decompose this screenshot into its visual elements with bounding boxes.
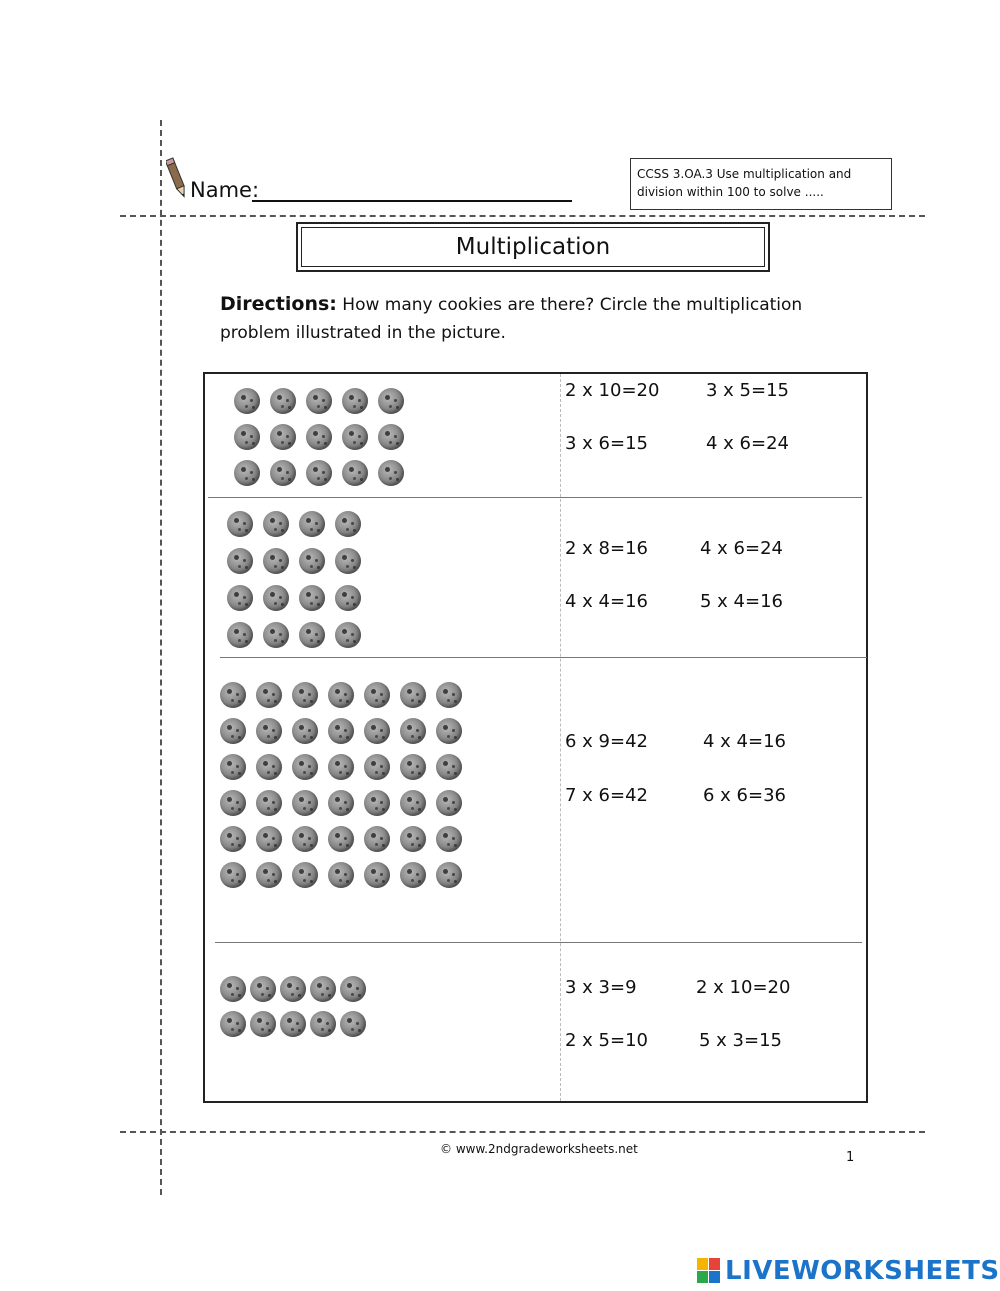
cookie-icon [335,548,361,574]
cookie-icon [280,1011,306,1037]
cookie-icon [310,976,336,1002]
cookie-icon [364,754,390,780]
answer-option[interactable]: 4 x 4=16 [703,731,786,752]
row-divider [220,657,867,658]
cookie-icon [436,718,462,744]
cookie-icon [220,862,246,888]
name-label: Name: [190,178,260,202]
cookie-icon [263,585,289,611]
ccss-standard-box [630,158,892,210]
answer-option[interactable]: 3 x 6=15 [565,433,648,454]
cookie-icon [328,754,354,780]
cookie-icon [234,388,260,414]
cookie-icon [335,585,361,611]
cookie-icon [292,790,318,816]
cookie-icon [400,826,426,852]
cookie-icon [220,790,246,816]
directions [220,290,860,347]
cookie-icon [292,718,318,744]
pencil-icon [166,156,188,202]
cookie-icon [227,622,253,648]
left-margin-line [160,120,162,1195]
cookie-icon [256,754,282,780]
cookie-icon [364,862,390,888]
cookie-icon [292,754,318,780]
answer-option[interactable]: 5 x 4=16 [700,591,783,612]
bottom-margin-line [120,1131,925,1133]
cookie-icon [299,622,325,648]
answer-option[interactable]: 2 x 8=16 [565,538,648,559]
cookie-icon [364,790,390,816]
answer-option[interactable]: 2 x 10=20 [696,977,791,998]
cookie-icon [340,1011,366,1037]
copyright-text: © www.2ndgradeworksheets.net [440,1142,638,1156]
top-margin-line [120,215,925,217]
cookie-icon [378,388,404,414]
page-number: 1 [846,1150,855,1165]
cookie-icon [306,424,332,450]
cookie-icon [335,511,361,537]
cookie-icon [342,424,368,450]
cookie-icon [227,548,253,574]
answer-option[interactable]: 3 x 3=9 [565,977,637,998]
cookie-icon [400,682,426,708]
cookie-icon [378,460,404,486]
cookie-icon [256,718,282,744]
cookie-icon [270,388,296,414]
answer-option[interactable]: 4 x 6=24 [700,538,783,559]
answer-option[interactable]: 2 x 10=20 [565,380,660,401]
cookie-icon [280,976,306,1002]
cookie-icon [256,862,282,888]
cookie-icon [310,1011,336,1037]
directions-line-1: How many cookies are there? Circle the multiplication [336,295,803,315]
answer-option[interactable]: 2 x 5=10 [565,1030,648,1051]
cookie-icon [335,622,361,648]
cookie-icon [299,585,325,611]
cookie-icon [220,718,246,744]
answer-option[interactable]: 5 x 3=15 [699,1030,782,1051]
cookie-icon [220,682,246,708]
title-box [296,222,770,272]
cookie-icon [256,826,282,852]
cookie-icon [400,862,426,888]
cookie-icon [263,622,289,648]
cookie-icon [250,1011,276,1037]
cookie-icon [364,826,390,852]
cookie-icon [299,511,325,537]
answer-option[interactable]: 6 x 6=36 [703,785,786,806]
brand-name: LIVEWORKSHEETS [725,1256,1000,1286]
answer-option[interactable]: 7 x 6=42 [565,785,648,806]
cookie-icon [220,754,246,780]
answer-option[interactable]: 4 x 4=16 [565,591,648,612]
cookie-icon [256,790,282,816]
cookie-icon [299,548,325,574]
answer-option[interactable]: 6 x 9=42 [565,731,648,752]
cookie-icon [364,682,390,708]
row-divider [215,942,862,943]
cookie-icon [328,826,354,852]
cookie-icon [234,424,260,450]
cookie-icon [220,976,246,1002]
cookie-icon [234,460,260,486]
page-title: Multiplication [301,227,765,267]
cookie-icon [436,862,462,888]
ccss-line-2: division within 100 to solve ..... [637,185,824,199]
cookie-icon [436,790,462,816]
cookie-icon [292,826,318,852]
cookie-icon [270,424,296,450]
cookie-icon [250,976,276,1002]
cookie-icon [400,718,426,744]
liveworksheets-icon [697,1258,721,1284]
cookie-icon [256,682,282,708]
cookie-icon [342,388,368,414]
cookie-icon [270,460,296,486]
ccss-line-1: CCSS 3.OA.3 Use multiplication and [637,167,852,181]
cookie-icon [436,826,462,852]
cookie-icon [378,424,404,450]
cookie-icon [436,682,462,708]
brand-logo[interactable] [697,1256,1000,1286]
cookie-icon [328,682,354,708]
cookie-icon [263,511,289,537]
cookie-icon [292,862,318,888]
cookie-icon [328,862,354,888]
cookie-icon [364,718,390,744]
cookie-icon [220,826,246,852]
name-field[interactable] [252,200,572,202]
cookie-icon [342,460,368,486]
cookie-icon [263,548,289,574]
cookie-icon [328,790,354,816]
cookie-icon [227,511,253,537]
cookie-icon [306,460,332,486]
directions-line-2: problem illustrated in the picture. [220,323,506,343]
cookie-icon [292,682,318,708]
column-divider [560,374,561,1101]
answer-option[interactable]: 3 x 5=15 [706,380,789,401]
cookie-icon [436,754,462,780]
cookie-icon [340,976,366,1002]
cookie-icon [400,754,426,780]
cookie-icon [220,1011,246,1037]
cookie-icon [400,790,426,816]
cookie-icon [328,718,354,744]
directions-lead: Directions: [220,293,337,315]
row-divider [208,497,862,498]
answer-option[interactable]: 4 x 6=24 [706,433,789,454]
cookie-icon [306,388,332,414]
cookie-icon [227,585,253,611]
